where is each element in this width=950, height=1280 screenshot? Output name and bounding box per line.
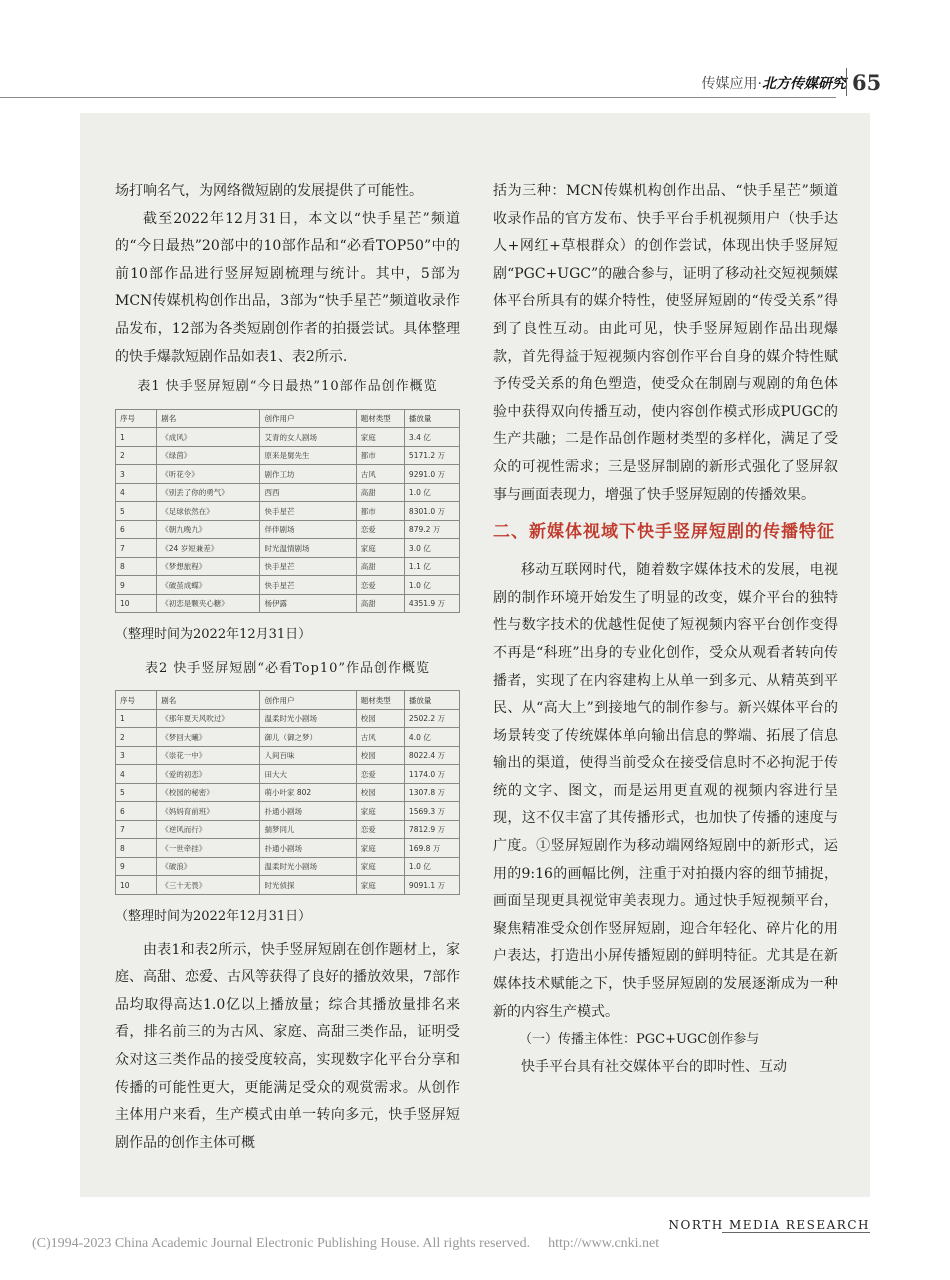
table1-cell: 西西 (260, 483, 356, 502)
table1-cell: 《成风》 (157, 428, 260, 447)
table1-cell: 快手星芒 (260, 576, 356, 595)
table2-row (116, 802, 460, 821)
table2-cell: 萌小叶家 802 (260, 783, 356, 802)
table2-cell: 《崇花一中》 (157, 746, 260, 765)
table1-note: （整理时间为2022年12月31日） (115, 627, 312, 643)
table1-cell: 《24 岁短兼差》 (157, 539, 260, 558)
left-column (115, 178, 460, 1157)
table1-cell: 《足球依然在》 (157, 502, 260, 521)
table2-cell: 恋爱 (356, 820, 404, 839)
table2-cell: 3 (116, 746, 157, 765)
table2-cell: 扑通小剧场 (260, 802, 356, 821)
left-paragraph-3: 由表1和表2所示，快手竖屏短剧在创作题材上，家庭、高甜、恋爱、古风等获得了良好的播放效果，7部作品均取得高达1.0亿以上播放量；综合其播放量排名来看，排名前三的为古风、家庭、高甜三类作品，证明受众对这三类作品的接受度较高，实现数字化平台分享和传播的可能性更大，更能满足受众的观赏需求。从创作主体用户来看，生产模式由单一转向多元，快手竖屏短剧作品的创作主体可概 (115, 941, 460, 1151)
table2-cell: 恋爱 (356, 765, 404, 784)
table2-cell: 人间百味 (260, 746, 356, 765)
table2-row (116, 839, 460, 858)
table1-cell: 5 (116, 502, 157, 521)
table1-cell: 伴伴剧场 (260, 520, 356, 539)
right-paragraph-1: 括为三种：MCN传媒机构创作出品、“快手星芒”频道收录作品的官方发布、快手平台手机视频用户（快手达人+网红+草根群众）的创作尝试，体现出快手竖屏短剧“PGC+UGC”的融合参与，证明了移动社交短视频媒体平台所具有的媒介特性，使竖屏短剧的“传受关系”得到了良性互动。由此可见，快手竖屏短剧作品出现爆款，首先得益于短视频内容创作平台自身的媒介特性赋予传受关系的角色塑造，使受众在制剧与观剧的角色体验中获得双向传播互动，使内容创作模式形成PUGC的生产共融；二是作品创作题材类型的多样化，满足了受众的可视性需求；三是竖屏制剧的新形式强化了竖屏叙事与画面表现力，增强了快手竖屏短剧的传播效果。 (493, 183, 838, 503)
table2-cell: 1.0 亿 (404, 857, 459, 876)
table2-cell: 《三十无畏》 (157, 876, 260, 895)
copyright-line (32, 1236, 659, 1252)
table2-cell: 《一世牵挂》 (157, 839, 260, 858)
table1-cell: 古风 (356, 465, 404, 484)
table2-cell: 6 (116, 802, 157, 821)
table1-cell: 3.0 亿 (404, 539, 459, 558)
table1-cell: 恋爱 (356, 576, 404, 595)
table2-cell: 2502.2 万 (404, 709, 459, 728)
table2-cell: 《爱的初恋》 (157, 765, 260, 784)
table1-header-cell: 题材类型 (356, 409, 404, 428)
table2-note: （整理时间为2022年12月31日） (115, 908, 312, 924)
table2-cell: 7812.9 万 (404, 820, 459, 839)
table1-row (116, 520, 460, 539)
table1-row (116, 428, 460, 447)
table1-cell: 都市 (356, 502, 404, 521)
table1-cell: 快手星芒 (260, 502, 356, 521)
table2-row (116, 709, 460, 728)
table1-header-cell: 序号 (116, 409, 157, 428)
table2-cell: 《那年夏天风吹过》 (157, 709, 260, 728)
table2-cell: 校园 (356, 783, 404, 802)
table1-cell: 《梦想旅程》 (157, 557, 260, 576)
table2-cell: 时光侦探 (260, 876, 356, 895)
footer-journal-name: NORTH MEDIA RESEARCH (668, 1218, 870, 1232)
table2-cell: 《逆风而行》 (157, 820, 260, 839)
table2-row (116, 857, 460, 876)
table2-header-cell: 剧名 (157, 691, 260, 710)
running-header (702, 73, 846, 93)
table2-cell: 2 (116, 728, 157, 747)
table1-cell: 恋爱 (356, 520, 404, 539)
table2-cell: 家庭 (356, 802, 404, 821)
table2-header-cell: 题材类型 (356, 691, 404, 710)
table1-cell: 《听花令》 (157, 465, 260, 484)
table1-cell: 《初恋是颗夹心糖》 (157, 594, 260, 613)
table1-cell: 家庭 (356, 428, 404, 447)
table2-row (116, 765, 460, 784)
right-column (493, 178, 838, 1081)
table2-title: 表2 快手竖屏短剧“必看Top10”作品创作概览 (144, 660, 431, 676)
header-separator (846, 68, 847, 96)
table1-cell: 杨伊露 (260, 594, 356, 613)
table1-cell: 5171.2 万 (404, 446, 459, 465)
table1-row (116, 502, 460, 521)
table2-cell: 1174.0 万 (404, 765, 459, 784)
table1-cell: 高甜 (356, 557, 404, 576)
table2-header-row (116, 691, 460, 710)
table1-cell: 原来是舅先生 (260, 446, 356, 465)
table2-cell: 169.8 万 (404, 839, 459, 858)
table1-cell: 1.0 亿 (404, 576, 459, 595)
table2 (115, 690, 460, 895)
right-paragraph-3: 快手平台具有社交媒体平台的即时性、互动 (521, 1058, 787, 1075)
table2-header-cell: 播放量 (404, 691, 459, 710)
table1-cell: 《破茧成蝶》 (157, 576, 260, 595)
table1-row (116, 483, 460, 502)
table2-cell: 9 (116, 857, 157, 876)
table2-cell: 家庭 (356, 857, 404, 876)
table2-cell: 古风 (356, 728, 404, 747)
table1-cell: 家庭 (356, 539, 404, 558)
table1-cell: 《朝九晚九》 (157, 520, 260, 539)
table1-header-cell: 播放量 (404, 409, 459, 428)
table1-header-cell: 创作用户 (260, 409, 356, 428)
table2-header-cell: 创作用户 (260, 691, 356, 710)
table2-cell: 揣梦同儿 (260, 820, 356, 839)
table2-cell: 家庭 (356, 839, 404, 858)
table2-cell: 5 (116, 783, 157, 802)
table1-row (116, 557, 460, 576)
table1-row (116, 539, 460, 558)
table2-cell: 御儿（御之梦） (260, 728, 356, 747)
table2-cell: 温柔时光小剧场 (260, 857, 356, 876)
table1-cell: 10 (116, 594, 157, 613)
table1-cell: 都市 (356, 446, 404, 465)
table1-cell: 4 (116, 483, 157, 502)
table2-cell: 田大大 (260, 765, 356, 784)
table1-cell: 《绿茵》 (157, 446, 260, 465)
table1-cell: 快手星芒 (260, 557, 356, 576)
table1-cell: 1.1 亿 (404, 557, 459, 576)
table1-cell: 时光温情剧场 (260, 539, 356, 558)
table2-row (116, 820, 460, 839)
copyright-link[interactable]: http://www.cnki.net (548, 1236, 660, 1251)
table1-cell: 8 (116, 557, 157, 576)
table2-cell: 《校园的秘密》 (157, 783, 260, 802)
table2-cell: 4 (116, 765, 157, 784)
table2-cell: 校园 (356, 746, 404, 765)
header-rule (0, 97, 836, 98)
table2-cell: 4.0 亿 (404, 728, 459, 747)
table1-cell: 6 (116, 520, 157, 539)
table1-cell: 8301.0 万 (404, 502, 459, 521)
table1-header-cell: 剧名 (157, 409, 260, 428)
table2-cell: 校园 (356, 709, 404, 728)
table1-row (116, 465, 460, 484)
table1-cell: 1 (116, 428, 157, 447)
table1-cell: 9 (116, 576, 157, 595)
table1 (115, 409, 460, 614)
table2-row (116, 728, 460, 747)
header-section: 传媒应用· (701, 76, 762, 92)
left-paragraph-1: 场打响名气，为网络微短剧的发展提供了可能性。 (115, 183, 423, 199)
table2-cell: 8 (116, 839, 157, 858)
table1-cell: 《别丢了你的勇气》 (157, 483, 260, 502)
table1-cell: 高甜 (356, 594, 404, 613)
table1-cell: 剧作工坊 (260, 465, 356, 484)
table2-cell: 《梦回大曦》 (157, 728, 260, 747)
table2-row (116, 876, 460, 895)
table1-row (116, 576, 460, 595)
table1-title: 表1 快手竖屏短剧“今日最热”10部作品创作概览 (137, 379, 438, 395)
page-number: 65 (852, 70, 882, 95)
table2-cell: 1 (116, 709, 157, 728)
right-paragraph-2: 移动互联网时代，随着数字媒体技术的发展，电视剧的制作环境开始发生了明显的改变，媒介平台的独特性与数字技术的优越性促使了短视频内容平台创作变得不再是“科班”出身的专业化创作，受众从观看者转向传播者，实现了在内容建构上从单一到多元、从精英到平民、从“高大上”到接地气的制作参与。新兴媒体平台的场景转变了传统媒体单向输出信息的弊端、拓展了信息输出的渠道，使得当前受众在接受信息时不必拘泥于传统的文字、图文，而是运用更直观的视频内容进行呈现，这不仅丰富了其传播形式，也加快了传播的速度与广度。①竖屏短剧作为移动端网络短剧中的新形式，运用的9:16的画幅比例，注重于对拍摄内容的细节捕捉，画面呈现更具视觉审美表现力。通过快手短视频平台，聚焦精准受众创作竖屏短剧，迎合年轻化、碎片化的用户表达，打造出小屏传播短剧的鲜明特征。尤其是在新媒体技术赋能之下，快手竖屏短剧的发展逐渐成为一种新的内容生产模式。 (493, 562, 838, 1020)
table1-header-row (116, 409, 460, 428)
subsection-heading: （一）传播主体性：PGC+UGC创作参与 (519, 1032, 760, 1048)
table2-cell: 9091.1 万 (404, 876, 459, 895)
copyright-text: (C)1994-2023 China Academic Journal Electronic Publishing House. All rights reserved. (32, 1236, 531, 1251)
table2-cell: 1569.3 万 (404, 802, 459, 821)
journal-logo-text: 北方传媒研究 (762, 76, 846, 92)
table2-cell: 《妈妈育前班》 (157, 802, 260, 821)
table2-cell: 8022.4 万 (404, 746, 459, 765)
table2-body (116, 709, 460, 894)
table2-cell: 家庭 (356, 876, 404, 895)
table1-cell: 2 (116, 446, 157, 465)
table2-row (116, 783, 460, 802)
table1-cell: 4351.9 万 (404, 594, 459, 613)
footer-rule (722, 1232, 870, 1233)
table2-cell: 7 (116, 820, 157, 839)
table2-row (116, 746, 460, 765)
table1-cell: 1.0 亿 (404, 483, 459, 502)
table2-header-cell: 序号 (116, 691, 157, 710)
table1-cell: 7 (116, 539, 157, 558)
table2-cell: 《破浪》 (157, 857, 260, 876)
section-heading: 二、新媒体视域下快手竖屏短剧的传播特征 (493, 522, 835, 543)
table2-cell: 1307.8 万 (404, 783, 459, 802)
left-paragraph-2: 截至2022年12月31日，本文以“快手星芒”频道的“今日最热”20部中的10部作品和“必看TOP50”中的前10部作品进行竖屏短剧梳理与统计。其中，5部为MCN传媒机构创作出品，3部为“快手星芒”频道收录作品发布，12部为各类短剧创作者的拍摄尝试。具体整理的快手爆款短剧作品如表1、表2所示. (115, 210, 460, 365)
table2-cell: 扑通小剧场 (260, 839, 356, 858)
table1-body (116, 428, 460, 613)
table1-cell: 高甜 (356, 483, 404, 502)
table1-cell: 879.2 万 (404, 520, 459, 539)
table2-cell: 温柔时光小剧场 (260, 709, 356, 728)
table1-cell: 艾青的女人剧场 (260, 428, 356, 447)
table2-cell: 10 (116, 876, 157, 895)
table1-cell: 3 (116, 465, 157, 484)
table1-cell: 3.4 亿 (404, 428, 459, 447)
table1-row (116, 446, 460, 465)
table1-row (116, 594, 460, 613)
table1-cell: 9291.0 万 (404, 465, 459, 484)
